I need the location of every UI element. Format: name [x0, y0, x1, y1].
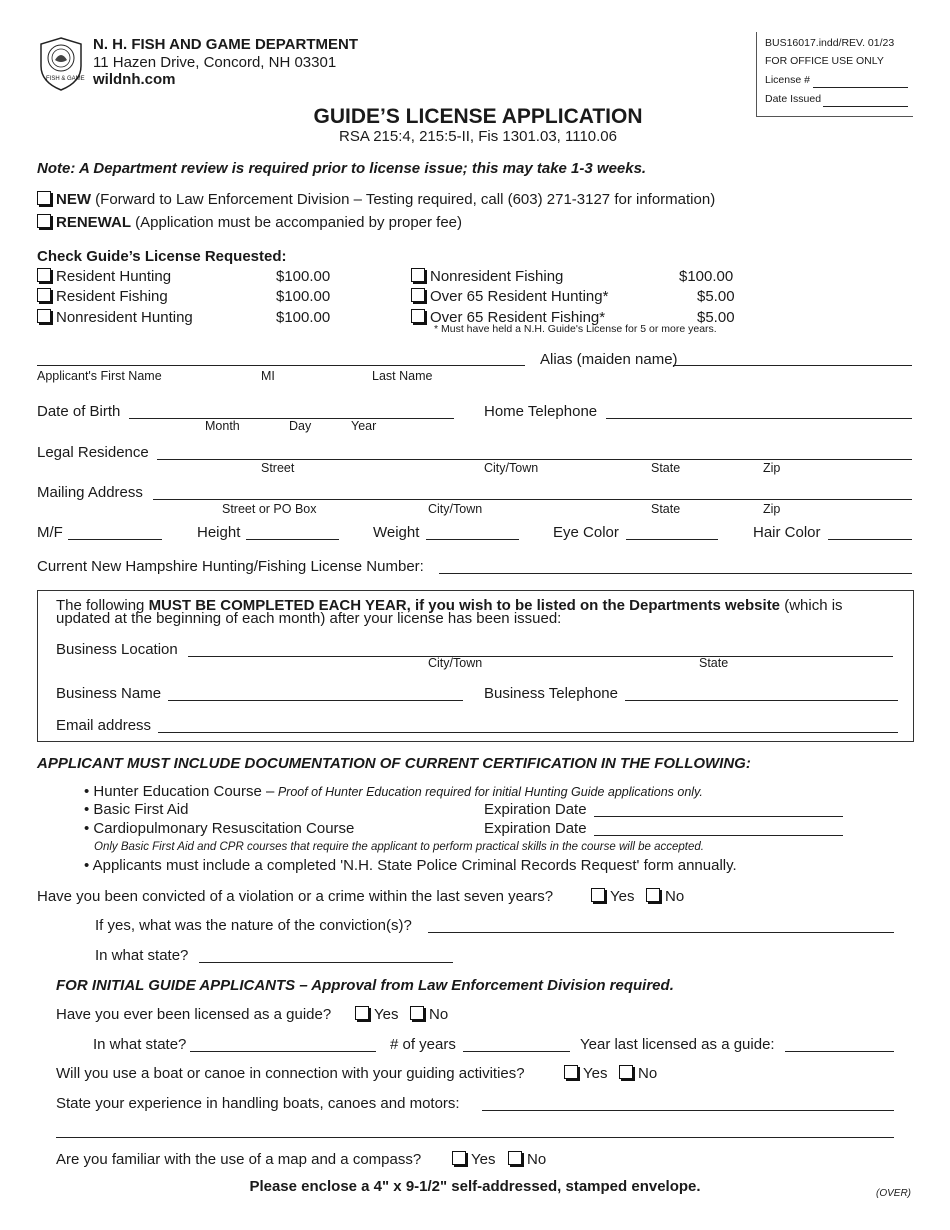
license-label: Over 65 Resident Hunting* [430, 288, 609, 305]
boat-yes[interactable] [564, 1065, 607, 1082]
no-checkbox[interactable] [619, 1065, 633, 1079]
cpr-note: Only Basic First Aid and CPR courses that require the applicant to perform practical skills in the course will be accepted. [94, 841, 704, 853]
license-price: $100.00 [679, 268, 734, 285]
office-use-label: FOR OFFICE USE ONLY [765, 55, 884, 67]
license-footnote: * Must have held a N.H. Guide's License for 5 or more years. [434, 323, 717, 335]
certification-heading: APPLICANT MUST INCLUDE DOCUMENTATION OF CURRENT CERTIFICATION IN THE FOLLOWING: [37, 755, 751, 772]
police-record-item: • Applicants must include a completed 'N.H. State Police Criminal Records Request' form annually. [84, 857, 737, 874]
first-aid-exp-input[interactable] [594, 800, 843, 817]
state-caption: State [651, 461, 681, 475]
home-telephone-label: Home Telephone [484, 403, 598, 420]
mi-caption: MI [261, 369, 275, 383]
initial-applicants-heading: FOR INITIAL GUIDE APPLICANTS – Approval from Law Enforcement Division required. [56, 977, 674, 994]
no-label: No [638, 1065, 658, 1082]
email-label: Email address [56, 717, 152, 734]
state-caption: State [651, 502, 681, 516]
eye-color-label: Eye Color [553, 524, 619, 541]
conviction-question: Have you been convicted of a violation or a crime within the last seven years? [37, 888, 554, 905]
yes-label: Yes [471, 1151, 496, 1168]
business-telephone-input[interactable] [625, 684, 898, 701]
experience-input-line2[interactable] [56, 1121, 894, 1138]
yes-label: Yes [374, 1006, 399, 1023]
first-aid-exp-label: Expiration Date [484, 801, 587, 818]
conviction-state-input[interactable] [199, 946, 453, 963]
zip-caption: Zip [763, 502, 781, 516]
applicant-name-input[interactable] [37, 349, 525, 366]
department-address: 11 Hazen Drive, Concord, NH 03301 [93, 54, 337, 71]
dob-label: Date of Birth [37, 403, 121, 420]
boat-question: Will you use a boat or canoe in connection with your guiding activities? [56, 1065, 525, 1082]
no-label: No [665, 888, 685, 905]
renewal-description: (Application must be accompanied by proper fee) [131, 214, 463, 231]
license-checkbox[interactable] [411, 268, 425, 282]
business-telephone-label: Business Telephone [484, 685, 618, 702]
license-label: Nonresident Hunting [56, 309, 193, 326]
license-label: Resident Fishing [56, 288, 168, 305]
office-date-label: Date Issued [765, 93, 822, 105]
year-last-input[interactable] [785, 1035, 894, 1052]
street-po-caption: Street or PO Box [222, 502, 317, 516]
alias-label: Alias (maiden name) [540, 351, 678, 368]
yearly-intro-bold: MUST BE COMPLETED EACH YEAR, if you wish to be listed on the Departments website [148, 597, 781, 614]
form-id: BUS16017.indd/REV. 01/23 [765, 37, 895, 49]
yes-checkbox[interactable] [564, 1065, 578, 1079]
boat-no[interactable] [619, 1065, 657, 1082]
new-description: (Forward to Law Enforcement Division – Testing required, call (603) 271-3127 for information) [91, 191, 716, 208]
license-option[interactable] [37, 309, 193, 326]
cpr-item: • Cardiopulmonary Resuscitation Course [84, 820, 355, 837]
license-checkbox[interactable] [37, 309, 51, 323]
new-checkbox[interactable] [37, 191, 51, 205]
business-name-label: Business Name [56, 685, 162, 702]
conviction-no[interactable] [646, 888, 684, 905]
yes-label: Yes [583, 1065, 608, 1082]
no-label: No [527, 1151, 547, 1168]
license-label: Resident Hunting [56, 268, 172, 285]
license-price: $100.00 [276, 309, 331, 326]
envelope-instruction: Please enclose a 4" x 9-1/2" self-addressed, stamped envelope. [249, 1178, 701, 1195]
license-price: $5.00 [697, 288, 735, 305]
business-name-input[interactable] [168, 684, 463, 701]
renewal-checkbox[interactable] [37, 214, 51, 228]
city-caption: City/Town [428, 502, 483, 516]
weight-label: Weight [373, 524, 420, 541]
state-caption: State [699, 656, 729, 670]
license-checkbox[interactable] [411, 288, 425, 302]
license-price: $5.00 [697, 309, 735, 326]
conviction-nature-label: If yes, what was the nature of the conviction(s)? [95, 917, 412, 934]
alias-input[interactable] [673, 349, 912, 366]
seal-text: FISH & GAME [46, 76, 85, 82]
sex-input[interactable] [68, 523, 162, 540]
no-label: No [429, 1006, 449, 1023]
license-option[interactable] [411, 268, 563, 285]
experience-label: State your experience in handling boats, canoes and motors: [56, 1095, 460, 1112]
last-name-caption: Last Name [372, 369, 433, 383]
city-caption: City/Town [428, 656, 483, 670]
license-option[interactable] [37, 268, 171, 285]
yes-checkbox[interactable] [591, 888, 605, 902]
legal-residence-input[interactable] [157, 443, 912, 460]
licensed-no[interactable] [410, 1006, 448, 1023]
license-option[interactable] [411, 288, 608, 305]
form-title: GUIDE’S LICENSE APPLICATION [313, 105, 643, 128]
current-license-input[interactable] [439, 557, 912, 574]
department-seal [37, 36, 85, 92]
no-checkbox[interactable] [410, 1006, 424, 1020]
license-checkbox[interactable] [37, 288, 51, 302]
license-label: Nonresident Fishing [430, 268, 564, 285]
hunter-ed-note: Proof of Hunter Education required for initial Hunting Guide applications only. [274, 785, 703, 799]
sex-label: M/F [37, 524, 63, 541]
mailing-address-input[interactable] [153, 483, 912, 500]
yearly-intro-pre: The following [56, 597, 149, 614]
review-note: Note: A Department review is required prior to license issue; this may take 1-3 weeks. [37, 160, 647, 177]
office-license-label: License # [765, 74, 810, 86]
renewal-label: RENEWAL [56, 214, 131, 231]
hunter-ed-label: • Hunter Education Course – [84, 783, 275, 800]
license-checkbox[interactable] [37, 268, 51, 282]
month-caption: Month [205, 419, 240, 433]
eye-color-input[interactable] [626, 523, 718, 540]
map-compass-question: Are you familiar with the use of a map and a compass? [56, 1151, 422, 1168]
over-marker: (OVER) [876, 1188, 911, 1199]
business-location-label: Business Location [56, 641, 178, 658]
license-price: $100.00 [276, 288, 331, 305]
licensed-before-question: Have you ever been licensed as a guide? [56, 1006, 332, 1023]
yearly-listing-box [37, 590, 914, 742]
weight-input[interactable] [426, 523, 519, 540]
license-price: $100.00 [276, 268, 331, 285]
yes-checkbox[interactable] [452, 1151, 466, 1165]
first-name-caption: Applicant's First Name [37, 369, 162, 383]
yes-checkbox[interactable] [355, 1006, 369, 1020]
application-new[interactable] [37, 191, 715, 208]
application-renewal[interactable] [37, 214, 462, 231]
hair-color-label: Hair Color [753, 524, 821, 541]
street-caption: Street [261, 461, 295, 475]
yearly-intro-post: (which is [780, 597, 843, 614]
zip-caption: Zip [763, 461, 781, 475]
city-caption: City/Town [484, 461, 539, 475]
current-license-label: Current New Hampshire Hunting/Fishing License Number: [37, 558, 424, 575]
no-checkbox[interactable] [508, 1151, 522, 1165]
no-checkbox[interactable] [646, 888, 660, 902]
license-label: Over 65 Resident Fishing* [430, 309, 606, 326]
years-label: # of years [390, 1036, 456, 1053]
license-checkbox[interactable] [411, 309, 425, 323]
hunter-ed-item [84, 783, 703, 800]
height-input[interactable] [246, 523, 339, 540]
email-input[interactable] [158, 716, 898, 733]
dob-input[interactable] [129, 402, 454, 419]
legal-residence-label: Legal Residence [37, 444, 149, 461]
yearly-intro-line2: updated at the beginning of each month) after your license has been issued: [56, 610, 562, 627]
map-no[interactable] [508, 1151, 546, 1168]
department-website[interactable]: wildnh.com [93, 71, 176, 88]
years-input[interactable] [463, 1035, 570, 1052]
conviction-yes[interactable] [591, 888, 634, 905]
conviction-nature-input[interactable] [428, 916, 894, 933]
day-caption: Day [289, 419, 312, 433]
cpr-exp-label: Expiration Date [484, 820, 587, 837]
guide-state-input[interactable] [190, 1035, 376, 1052]
height-label: Height [197, 524, 241, 541]
experience-input[interactable] [482, 1094, 894, 1111]
office-license-line [813, 87, 908, 88]
yes-label: Yes [610, 888, 635, 905]
hair-color-input[interactable] [828, 523, 912, 540]
business-location-input[interactable] [188, 640, 893, 657]
guide-state-label: In what state? [93, 1036, 187, 1053]
licensed-yes[interactable] [355, 1006, 398, 1023]
form-subtitle: RSA 215:4, 215:5-II, Fis 1301.03, 1110.06 [339, 128, 617, 145]
department-name: N. H. FISH AND GAME DEPARTMENT [93, 36, 358, 53]
conviction-state-label: In what state? [95, 947, 189, 964]
year-caption: Year [351, 419, 377, 433]
first-aid-item: • Basic First Aid [84, 801, 189, 818]
mailing-address-label: Mailing Address [37, 484, 143, 501]
license-option[interactable] [37, 288, 168, 305]
new-label: NEW [56, 191, 91, 208]
cpr-exp-input[interactable] [594, 819, 843, 836]
home-telephone-input[interactable] [606, 402, 912, 419]
year-last-label: Year last licensed as a guide: [580, 1036, 775, 1053]
map-yes[interactable] [452, 1151, 495, 1168]
license-heading: Check Guide’s License Requested: [37, 248, 287, 265]
